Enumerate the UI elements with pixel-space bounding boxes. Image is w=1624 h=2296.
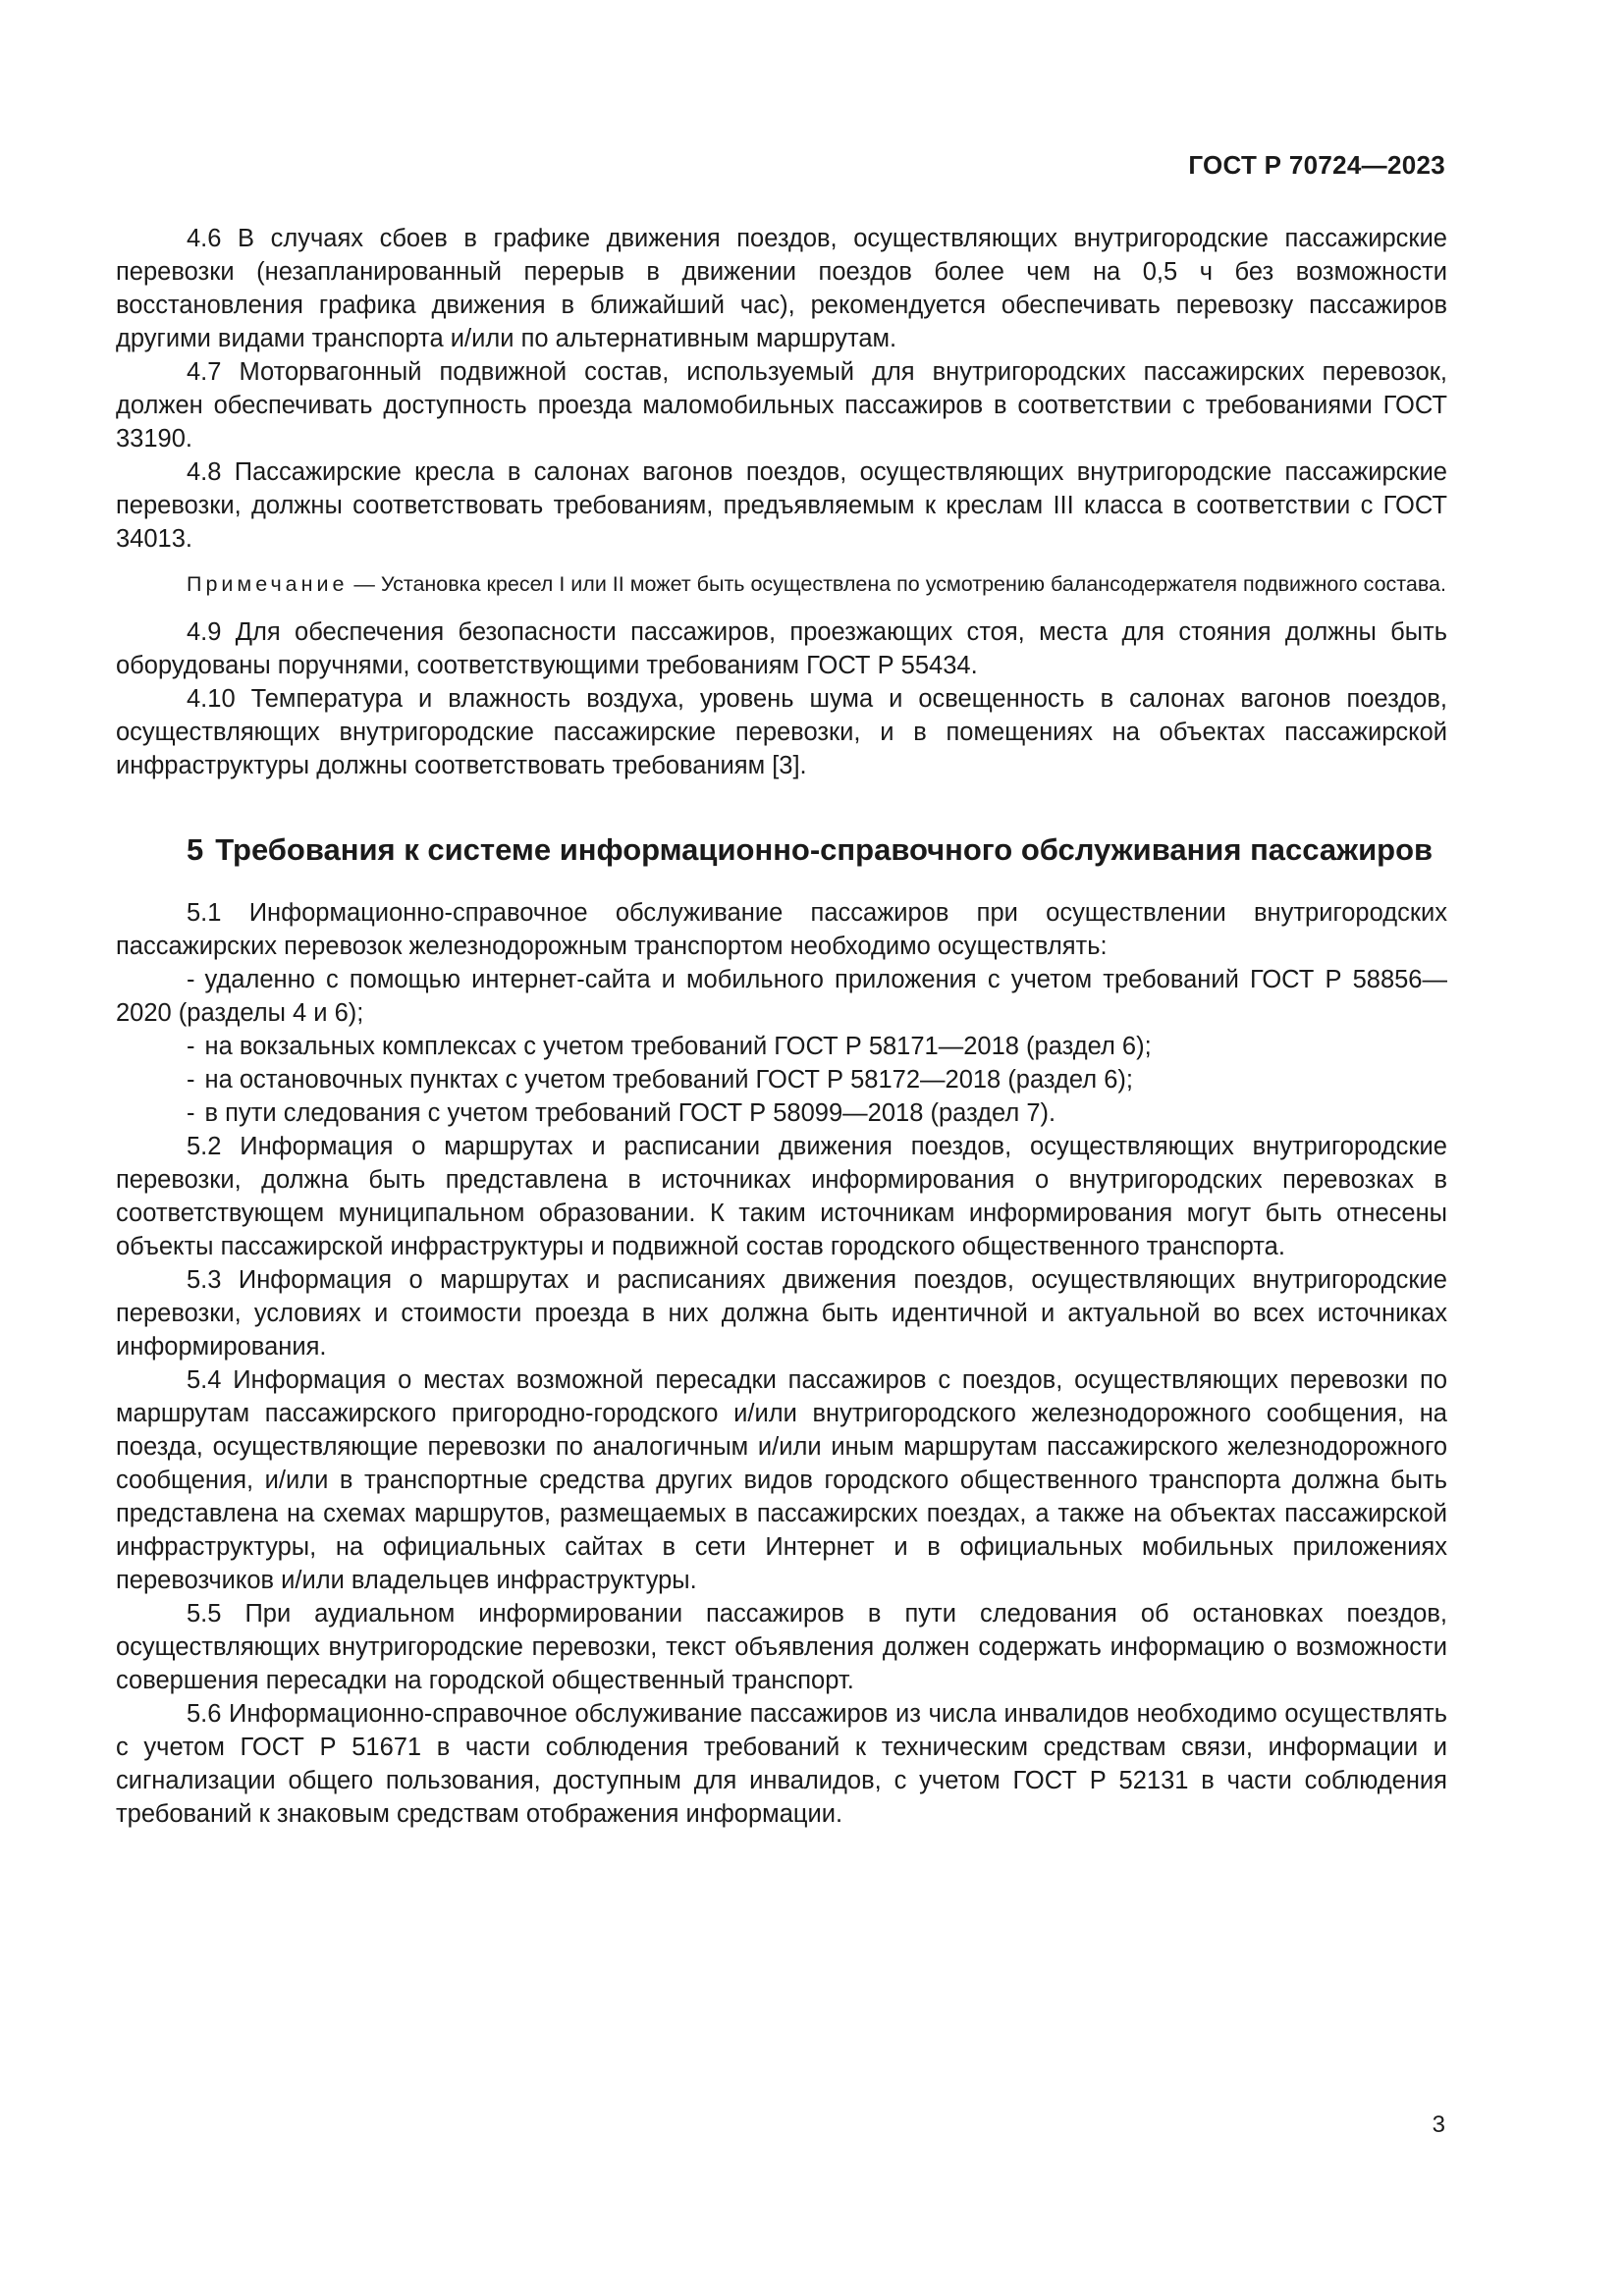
list-item: [116, 1096, 1447, 1130]
clause-5-6: 5.6 Информационно-справочное обслуживание пассажиров из числа инвалидов необходимо осуществлять с учетом ГОСТ Р 51671 в части соблюдения требований к техническим средствам связи, информации и сигнализации общего пользования, доступным для инвалидов, с учетом ГОСТ Р 52131 в части соблюдения требований к знаковым средствам отображения информации.: [116, 1700, 1447, 1828]
clause-4-10: 4.10 Температура и влажность воздуха, уровень шума и освещенность в салонах вагонов поездов, осуществляющих внутригородские пассажирские перевозки, и в помещениях на объектах пассажирской инфраструктуры должны соответствовать требованиям [3].: [116, 685, 1447, 779]
clause-4-9: 4.9 Для обеспечения безопасности пассажиров, проезжающих стоя, места для стояния должны быть оборудованы поручнями, соответствующими требованиям ГОСТ Р 55434.: [116, 618, 1447, 679]
list-dash: -: [187, 1033, 195, 1060]
note: [116, 569, 1447, 600]
section-5-heading: [187, 830, 1447, 869]
clause-5-1: 5.1 Информационно-справочное обслуживание пассажиров при осуществлении внутригородских пассажирских перевозок железнодорожным транспортом необходимо осуществлять:: [116, 899, 1447, 960]
section-5-title: Требования к системе информационно-справочного обслуживания пассажиров: [215, 832, 1434, 867]
page-number: 3: [1432, 2111, 1445, 2138]
document-body: [116, 222, 1447, 1831]
list-item-text: на остановочных пунктах с учетом требований ГОСТ Р 58172—2018 (раздел 6);: [204, 1066, 1133, 1094]
clause-5-2: 5.2 Информация о маршрутах и расписании движения поездов, осуществляющих внутригородские перевозки, должна быть представлена в источниках информирования о внутригородских перевозках в соответствующем муниципальном образовании. К таким источникам информирования могут быть отнесены объекты пассажирской инфраструктуры и подвижной состав городского общественного транспорта.: [116, 1133, 1447, 1260]
list-item: [116, 1063, 1447, 1096]
clause-5-4: 5.4 Информация о местах возможной пересадки пассажиров с поездов, осуществляющих перевозки по маршрутам пассажирского пригородно-городского и/или внутригородского железнодорожного сообщения, на поезда, осуществляющие перевозки по аналогичным и/или иным маршрутам пассажирского железнодорожного сообщения, и/или в транспортные средства других видов городского общественного транспорта должна быть представлена на схемах маршрутов, размещаемых в пассажирских поездах, а также на объектах пассажирской инфраструктуры, на официальных сайтах в сети Интернет и в официальных мобильных приложениях перевозчиков и/или владельцев инфраструктуры.: [116, 1366, 1447, 1594]
list-item-text: на вокзальных комплексах с учетом требований ГОСТ Р 58171—2018 (раздел 6);: [204, 1033, 1152, 1060]
clause-5-5: 5.5 При аудиальном информировании пассажиров в пути следования об остановках поездов, осуществляющих внутригородские перевозки, текст объявления должен содержать информацию о возможности совершения пересадки на городской общественный транспорт.: [116, 1600, 1447, 1694]
list-item: [116, 963, 1447, 1030]
section-5-number: 5: [187, 832, 204, 867]
clause-4-7: 4.7 Моторвагонный подвижной состав, используемый для внутригородских пассажирских перевозок, должен обеспечивать доступность проезда маломобильных пассажиров в соответствии с требованиями ГОСТ 33190.: [116, 358, 1447, 453]
clause-5-3: 5.3 Информация о маршрутах и расписаниях движения поездов, осуществляющих внутригородские перевозки, условиях и стоимости проезда в них должна быть идентичной и актуальной во всех источниках информирования.: [116, 1266, 1447, 1361]
list-item-text: удаленно с помощью интернет-сайта и мобильного приложения с учетом требований ГОСТ Р 58856—2020 (разделы 4 и 6);: [116, 966, 1447, 1027]
note-text: — Установка кресел I или II может быть осуществлена по усмотрению балансодержателя подвижного состава.: [348, 572, 1446, 596]
list-dash: -: [187, 1066, 195, 1094]
list-item-text: в пути следования с учетом требований ГОСТ Р 58099—2018 (раздел 7).: [204, 1099, 1056, 1127]
document-code-header: ГОСТ Р 70724—2023: [1188, 150, 1445, 180]
note-label: Примечание: [187, 572, 349, 596]
list-dash: -: [187, 966, 195, 993]
clause-4-8: 4.8 Пассажирские кресла в салонах вагонов поездов, осуществляющих внутригородские пассажирские перевозки, должны соответствовать требованиям, предъявляемым к креслам III класса в соответствии с ГОСТ 34013.: [116, 458, 1447, 553]
clause-4-6: 4.6 В случаях сбоев в графике движения поездов, осуществляющих внутригородские пассажирские перевозки (незапланированный перерыв в движении поездов более чем на 0,5 ч без возможности восстановления графика движения в ближайший час), рекомендуется обеспечивать перевозку пассажиров другими видами транспорта и/или по альтернативным маршрутам.: [116, 225, 1447, 352]
list-dash: -: [187, 1099, 195, 1127]
list-item: [116, 1030, 1447, 1063]
